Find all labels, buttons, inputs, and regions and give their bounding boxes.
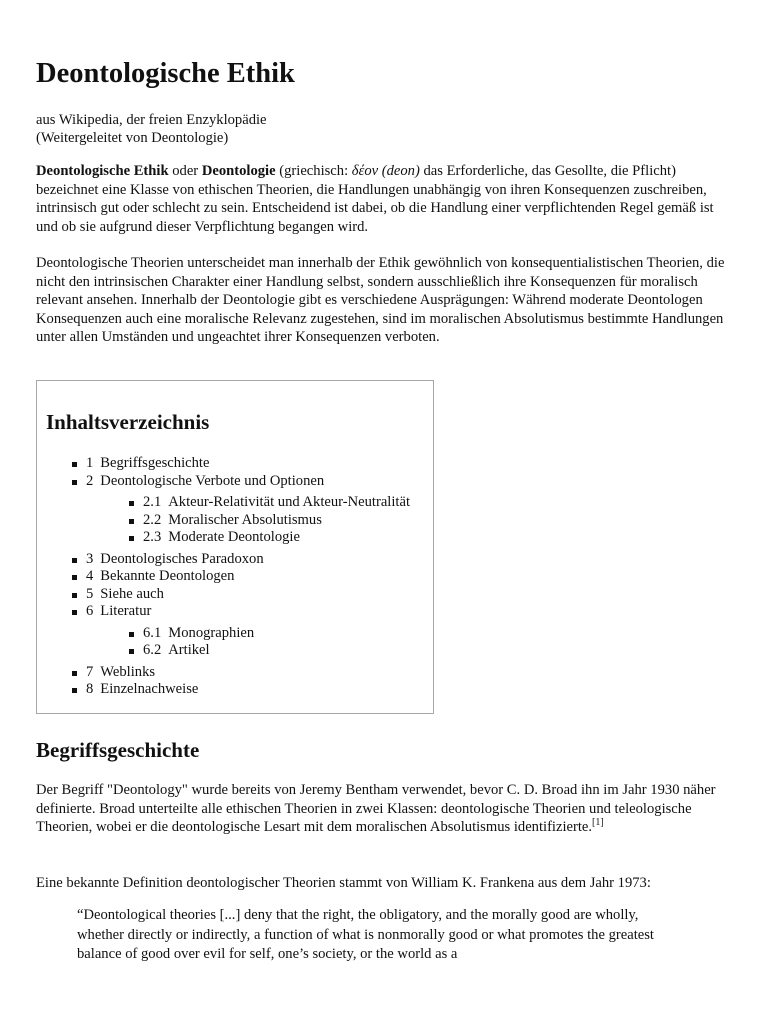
toc-number: 6 bbox=[86, 603, 94, 619]
redirect-line: (Weitergeleitet von Deontologie) bbox=[36, 129, 229, 146]
toc-item-artikel[interactable] bbox=[128, 642, 431, 660]
toc-number: 7 bbox=[86, 663, 94, 680]
page-title: Deontologische Ethik bbox=[36, 58, 295, 89]
intro-paragraph bbox=[36, 162, 736, 236]
toc-link[interactable]: Moderate Deontologie bbox=[168, 529, 300, 545]
toc-item-literatur[interactable] bbox=[71, 603, 431, 664]
toc-item-siehe-auch[interactable] bbox=[71, 586, 431, 604]
toc-sublist bbox=[86, 621, 431, 664]
toc-item-bekannte-deontologen[interactable] bbox=[71, 568, 431, 586]
toc-number: 4 bbox=[86, 568, 94, 584]
paragraph-text: Der Begriff "Deontology" wurde bereits von Jeremy Bentham verwendet, bevor C. D. Broad ihn im Jahr 1930 näher definierte. Broad unterteilte alle ethischen Theorien in zwei Klassen: deontologische Theorien und teleologische Theorien, wobei er die deontologische Lesart mit dem moralischen Absolutismus identifizierte. bbox=[36, 782, 716, 835]
toc-link[interactable]: Monographien bbox=[168, 624, 255, 641]
toc-number: 6.2 bbox=[143, 642, 162, 658]
toc-sublist bbox=[86, 490, 431, 551]
toc-item-akteur-relativitaet[interactable] bbox=[128, 494, 431, 512]
toc-link[interactable]: Siehe auch bbox=[100, 585, 164, 602]
intro-or: oder bbox=[168, 163, 202, 179]
toc-item-einzelnachweise[interactable] bbox=[71, 681, 431, 699]
toc-link[interactable]: Einzelnachweise bbox=[100, 681, 199, 697]
greek-term: δέον (deon) bbox=[351, 163, 420, 179]
toc-item-weblinks[interactable] bbox=[71, 664, 431, 682]
toc-number: 5 bbox=[86, 585, 94, 602]
toc-number: 3 bbox=[86, 550, 94, 567]
article-subtitle bbox=[36, 112, 736, 147]
frankena-intro-paragraph: Eine bekannte Definition deontologischer Theorien stammt von William K. Frankena aus dem Jahr 1973: bbox=[36, 875, 651, 891]
toc-link[interactable]: Weblinks bbox=[100, 663, 156, 680]
second-paragraph: Deontologische Theorien unterscheidet man innerhalb der Ethik gewöhnlich von konsequentialistischen Theorien, die nicht den intrinsischen Charakter einer Handlung selbst, sondern ausschließlich ihre Konsequenzen für moralisch relevant ansehen. Innerhalb der Deontologie gibt es verschiedene Ausprägungen: Während moderate Deontologen Konsequenzen auch eine moralische Relevanz zugestehen, sind im moralischen Absolutismus bestimmte Handlungen unter allen Umständen und ungeachtet ihrer Konsequenzen verboten. bbox=[36, 255, 725, 345]
toc-item-verbote-optionen[interactable] bbox=[71, 473, 431, 551]
footnote-ref[interactable]: [1] bbox=[592, 817, 604, 828]
frankena-quote: “Deontological theories [...] deny that the right, the obligatory, and the morally good are wholly, whether directly or indirectly, a function of what is nonmorally good or what promotes the greatest balance of good over evil for self, one’s society, or the world as a bbox=[77, 907, 654, 962]
toc-number: 2.3 bbox=[143, 529, 162, 545]
toc-item-moderate-deontologie[interactable] bbox=[128, 529, 431, 547]
greek-prefix: (griechisch: bbox=[275, 163, 352, 179]
toc-link[interactable]: Moralischer Absolutismus bbox=[168, 511, 322, 528]
toc-link[interactable]: Begriffsgeschichte bbox=[100, 455, 210, 471]
term-deontologie: Deontologie bbox=[201, 163, 276, 179]
toc-link[interactable]: Deontologische Verbote und Optionen bbox=[100, 472, 325, 489]
toc-item-moralischer-absolutismus[interactable] bbox=[128, 512, 431, 530]
toc-number: 2 bbox=[86, 472, 94, 489]
toc-item-begriffsgeschichte[interactable] bbox=[71, 455, 431, 473]
toc-number: 6.1 bbox=[143, 624, 162, 641]
toc-link[interactable]: Artikel bbox=[168, 642, 210, 658]
toc-link[interactable]: Bekannte Deontologen bbox=[100, 568, 235, 584]
toc-item-paradoxon[interactable] bbox=[71, 551, 431, 569]
toc-heading: Inhaltsverzeichnis bbox=[46, 410, 210, 434]
section-heading-begriffsgeschichte: Begriffsgeschichte bbox=[36, 738, 200, 762]
toc-number: 2.1 bbox=[143, 494, 162, 510]
toc-link[interactable]: Deontologisches Paradoxon bbox=[100, 550, 264, 567]
intro-rest: das Erforderliche, das Gesollte, die Pflicht) bezeichnet eine Klasse von ethischen Theorien, die Handlungen unabhängig von ihren Konsequenzen zuschreiben, intrinsisch gut oder schlecht zu sein. Entscheidend ist dabei, ob die Handlung einer verpflichtenden Regel gemäß ist und ob sie aufgrund dieser Verpflichtung begangen wird. bbox=[36, 163, 714, 235]
toc-number: 8 bbox=[86, 681, 94, 697]
source-line: aus Wikipedia, der freien Enzyklopädie bbox=[36, 112, 267, 128]
toc-list bbox=[71, 455, 431, 699]
begriffsgeschichte-paragraph bbox=[36, 781, 736, 837]
toc-link[interactable]: Akteur-Relativität und Akteur-Neutralität bbox=[168, 494, 411, 510]
table-of-contents bbox=[36, 380, 434, 714]
toc-number: 1 bbox=[86, 455, 94, 471]
toc-item-monographien[interactable] bbox=[128, 625, 431, 643]
term-deontologische-ethik: Deontologische Ethik bbox=[36, 163, 169, 179]
toc-link[interactable]: Literatur bbox=[100, 603, 152, 619]
toc-number: 2.2 bbox=[143, 511, 162, 528]
